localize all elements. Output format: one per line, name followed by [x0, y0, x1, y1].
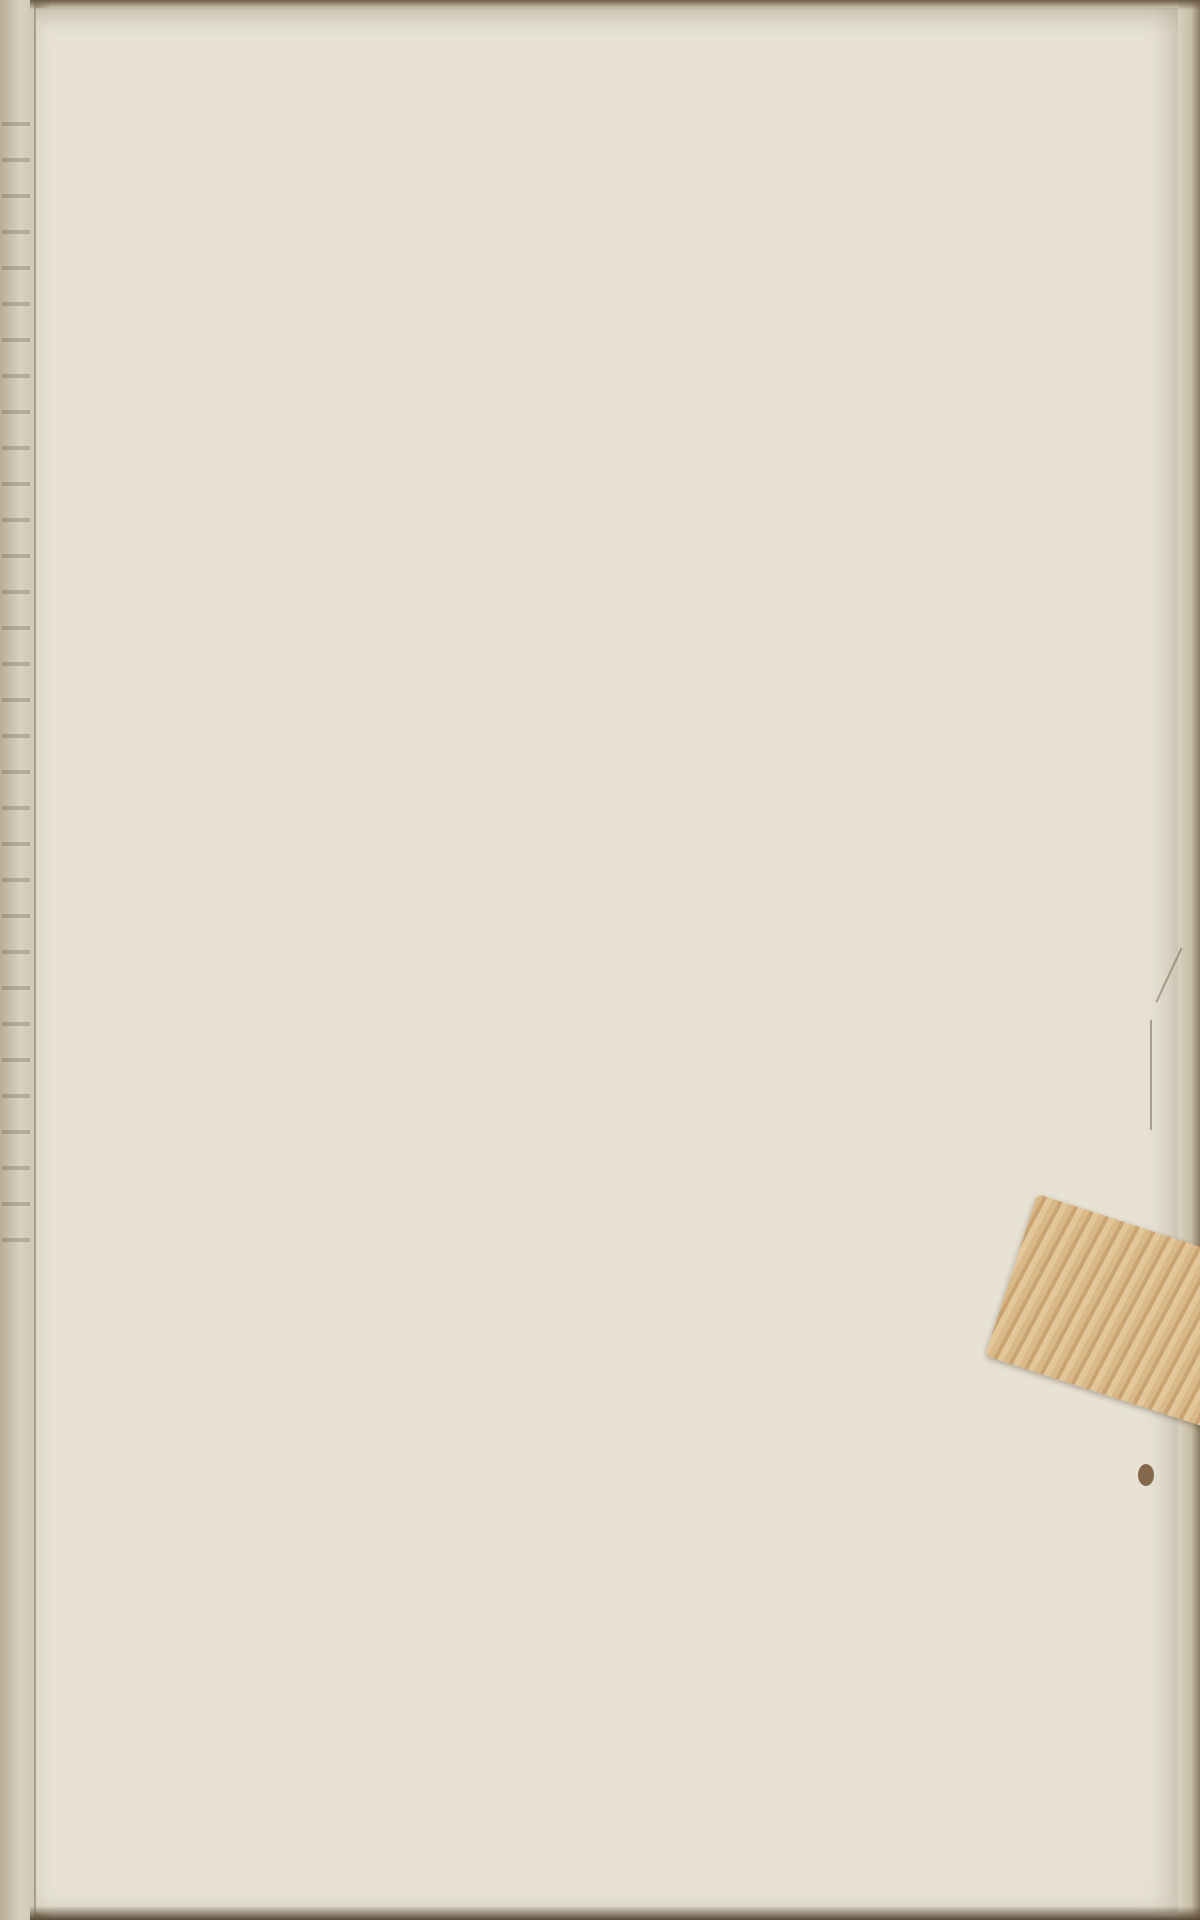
ink-stain — [1138, 1464, 1154, 1486]
drop-capital — [110, 214, 168, 294]
page-edge-bottom — [30, 1906, 1200, 1920]
catchword — [110, 212, 910, 250]
margin-mark — [1150, 1020, 1152, 1130]
running-header — [110, 78, 910, 118]
bleed-through-text — [2, 100, 30, 1250]
page-paper — [36, 8, 1186, 1913]
chapter-paragraph — [110, 212, 910, 250]
page-edge-right — [1178, 0, 1200, 1920]
page-edge-top — [30, 0, 1200, 10]
chapter-heading — [110, 166, 910, 208]
section-heading — [110, 122, 910, 166]
page-text — [110, 78, 910, 250]
previous-page-edge — [0, 0, 34, 1920]
